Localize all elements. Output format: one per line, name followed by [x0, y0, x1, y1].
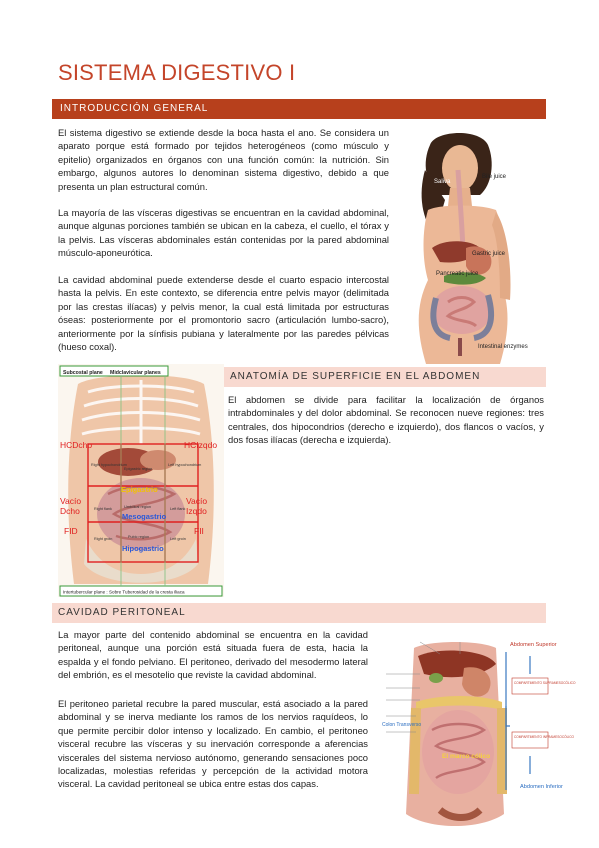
peritoneal-cavity-figure	[380, 634, 576, 834]
colon-transverso-label: Colon Transverso	[382, 722, 422, 728]
left-flank-label: Left flank	[170, 507, 186, 511]
mesogastrio-label: Mesogastrio	[122, 512, 167, 521]
right-flank-label: Right flank	[94, 507, 112, 511]
intro-paragraph-3: La cavidad abdominal puede extenderse desde el cuarto espacio intercostal hasta la pelvis. En este contexto, se diferencia entre pelvis mayor (delimitada por las crestas ilíacas) y pelvis menor, la cual está limitada por estructuras óseas: posteriormente por el promontorio sacro (articulación lumbo-sacro), anteriormente por la sínfisis pubiana y lateralmente por las paredes pélvicas (hueso coxal).	[58, 274, 389, 353]
vacio-dcho-label-1: Vacío	[60, 496, 82, 506]
saliva-label: Saliva	[434, 179, 451, 185]
intro-paragraph-2: La mayoría de las vísceras digestivas se encuentran en la cavidad abdominal, aunque algunas porciones también se ubican en la cabeza, el cuello, el tórax y la pelvis. Las vísceras abdominales están contenidas por la pared abdominal músculo-aponeurótica.	[58, 207, 389, 259]
left-groin-label: Left groin	[170, 537, 186, 541]
section-heading-peritoneal: CAVIDAD PERITONEAL	[52, 603, 546, 623]
hcizqdo-label: HCIzqdo	[184, 440, 218, 450]
epigastric-region-label: Epigastric region	[124, 467, 153, 471]
right-groin-label: Right groin	[94, 537, 113, 541]
pancreatic-label: Pancreatic juice	[436, 271, 479, 277]
subcostal-label: Subcostal plane	[63, 370, 103, 376]
inframesocolico-label: COMPARTIMENTO INFRAMESOCÓLICO	[514, 735, 575, 739]
umbilical-region-label: Umbilical region	[124, 505, 152, 509]
digestive-system-illustration	[400, 130, 550, 364]
section-heading-intro: INTRODUCCIÓN GENERAL	[52, 99, 546, 119]
peritoneal-paragraph-2: El peritoneo parietal recubre la pared muscular, está asociado a la pared abdominal y se inerva mediante los ramos de los nervios raquídeos, lo que permite percibir dolor intenso y localizado. En cambio, el peritoneo visceral recubre las vísceras y su inervación corresponde a aferencias viscerales del sistema nervioso autónomo, generando sensaciones poco localizadas, molestias referidas y percepción de la actividad motora visceral. La cavidad peritoneal se ubica entre estas dos capas.	[58, 698, 368, 790]
left-hypochondrium-label: Left hypochondrium	[168, 463, 202, 467]
intertubercular-label: Intertubercular plane : Sobre Tuberosidad de la cresta iliaca	[63, 589, 185, 595]
abdominal-regions-figure	[58, 364, 224, 597]
bile-label: Bile juice	[482, 174, 507, 180]
marco-colico-label: El marco cólico	[442, 753, 491, 760]
abdomen-superior-label: Abdomen Superior	[510, 642, 557, 648]
page-title: SISTEMA DIGESTIVO I	[58, 60, 296, 85]
epigastrio-label: Epigastrio	[121, 485, 158, 494]
gastric-label: Gastric juice	[472, 251, 506, 257]
peritoneal-paragraph-1: La mayor parte del contenido abdominal se encuentra en la cavidad peritoneal, aunque una porción está situada fuera de esta, hacia la espalda y el fondo pelviano. El peritoneo, derivado del mesodermo lateral del embrión, es el mesotelio que reviste la cavidad abdominal.	[58, 629, 368, 681]
hcdcho-label: HCDcho	[60, 440, 93, 450]
fid-label: FID	[64, 526, 78, 536]
fii-label: FII	[194, 526, 204, 536]
surface-paragraph: El abdomen se divide para facilitar la localización de órganos intrabdominales y del dolor abdominal. Se reconocen nueve regiones: tres centrales, dos hipocondrios (derecho e izquierdo), dos flancos o vacíos, y dos fosas ilíacas (derecha e izquierda).	[228, 394, 544, 446]
midclavicular-label: Midclavicular planes	[110, 370, 161, 376]
pubic-region-label: Pubic region	[128, 535, 150, 539]
intestinal-label: Intestinal enzymes	[478, 344, 528, 350]
vacio-izqdo-label-1: Vacío	[186, 496, 208, 506]
right-hypochondrium-label: Right hypochondrium	[91, 463, 127, 467]
abdomen-inferior-label: Abdomen Inferior	[520, 784, 563, 790]
vacio-dcho-label-2: Dcho	[60, 506, 80, 516]
hipogastrio-label: Hipogastrio	[122, 544, 164, 553]
section-heading-surface: ANATOMÍA DE SUPERFICIE EN EL ABDOMEN	[224, 367, 546, 387]
vacio-izqdo-label-2: Izqdo	[186, 506, 207, 516]
intro-paragraph-1: El sistema digestivo se extiende desde la boca hasta el ano. Se considera un aparato porque está formado por tejidos heterogéneos (como músculo y epitelio) organizados en órganos con una función común: la nutrición. Sin embargo, algunos autores lo denominan sistema digestivo, debido a que presenta un plan estructural común.	[58, 127, 389, 192]
supramesocolico-label: COMPARTIMENTO SUPRAMESOCÓLICO	[514, 681, 576, 685]
